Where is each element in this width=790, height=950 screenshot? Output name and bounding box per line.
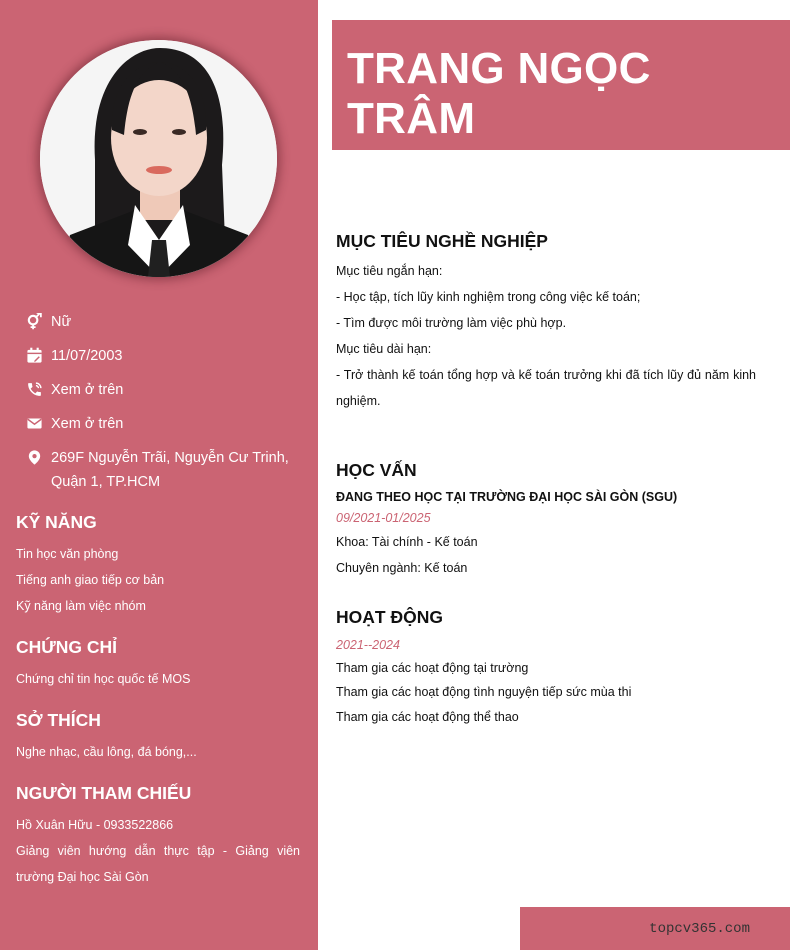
objective-line: - Tìm được môi trường làm việc phù hợp. [336,316,567,330]
reference-item: Giảng viên hướng dẫn thực tập - Giảng viên trường Đại học Sài Gòn [16,844,300,884]
certificate-item: Chứng chỉ tin học quốc tế MOS [16,672,191,686]
gender-icon [24,311,44,331]
phone-icon [24,379,44,399]
skill-item: Tin học văn phòng [16,547,119,561]
gender-value: Nữ [51,314,72,330]
candidate-name: TRANG NGỌC TRÂM [347,44,651,143]
contact-birthday [24,344,304,368]
location-icon [24,447,44,467]
education-period: 09/2021-01/2025 [336,511,431,525]
objective-section [336,230,756,414]
skills-section [16,511,300,619]
objective-line: - Trở thành kế toán tổng hợp và kế toán trưởng khi đã tích lũy đủ năm kinh nghiệm. [336,368,756,408]
education-section [336,459,756,581]
email-value: Xem ở trên [51,416,124,432]
skill-item: Kỹ năng làm việc nhóm [16,599,146,613]
education-title: HỌC VẤN [336,460,417,480]
activity-item: Tham gia các hoạt động tại trường [336,661,529,675]
phone-value: Xem ở trên [51,382,124,398]
activity-item: Tham gia các hoạt động tình nguyện tiếp sức mùa thi [336,685,632,699]
birthday-value: 11/07/2003 [51,348,123,364]
profile-photo [40,40,277,277]
hobby-item: Nghe nhạc, cầu lông, đá bóng,... [16,745,197,759]
address-value: 269F Nguyễn Trãi, Nguyễn Cư Trinh, Quận 1, TP.HCM [51,450,289,490]
certificates-section [16,636,300,692]
avatar [40,40,277,277]
email-icon [24,413,44,433]
header [332,20,790,177]
watermark-text: topcv365.com [649,920,750,937]
certificates-title: CHỨNG CHỈ [16,637,118,657]
candidate-position: THỰC TẬP SINH KẾ TOÁN [347,157,567,177]
objective-line: Mục tiêu ngắn hạn: [336,264,443,278]
skills-title: KỸ NĂNG [16,512,97,532]
footer-watermark [520,907,790,950]
contact-gender [24,310,304,334]
education-detail: Khoa: Tài chính - Kế toán [336,535,478,549]
references-section [16,782,300,890]
contact-phone [24,378,304,402]
reference-item: Hồ Xuân Hữu - 0933522866 [16,818,174,832]
references-title: NGƯỜI THAM CHIẾU [16,783,192,803]
education-detail: Chuyên ngành: Kế toán [336,561,468,575]
objective-line: Mục tiêu dài hạn: [336,342,432,356]
activity-item: Tham gia các hoạt động thể thao [336,710,519,724]
activities-title: HOẠT ĐỘNG [336,607,443,627]
hobbies-section [16,709,300,765]
activities-period: 2021--2024 [336,638,400,652]
contact-list [24,310,304,504]
sidebar [0,0,318,950]
school-name: ĐANG THEO HỌC TẠI TRƯỜNG ĐẠI HỌC SÀI GÒN (SGU) [336,490,678,504]
skill-item: Tiếng anh giao tiếp cơ bản [16,573,165,587]
objective-line: - Học tập, tích lũy kinh nghiệm trong công việc kế toán; [336,290,641,304]
calendar-icon [24,345,44,365]
contact-email [24,412,304,436]
contact-address [24,446,304,494]
objective-title: MỤC TIÊU NGHỀ NGHIỆP [336,231,548,251]
hobbies-title: SỞ THÍCH [16,710,101,730]
activities-section [336,606,756,730]
